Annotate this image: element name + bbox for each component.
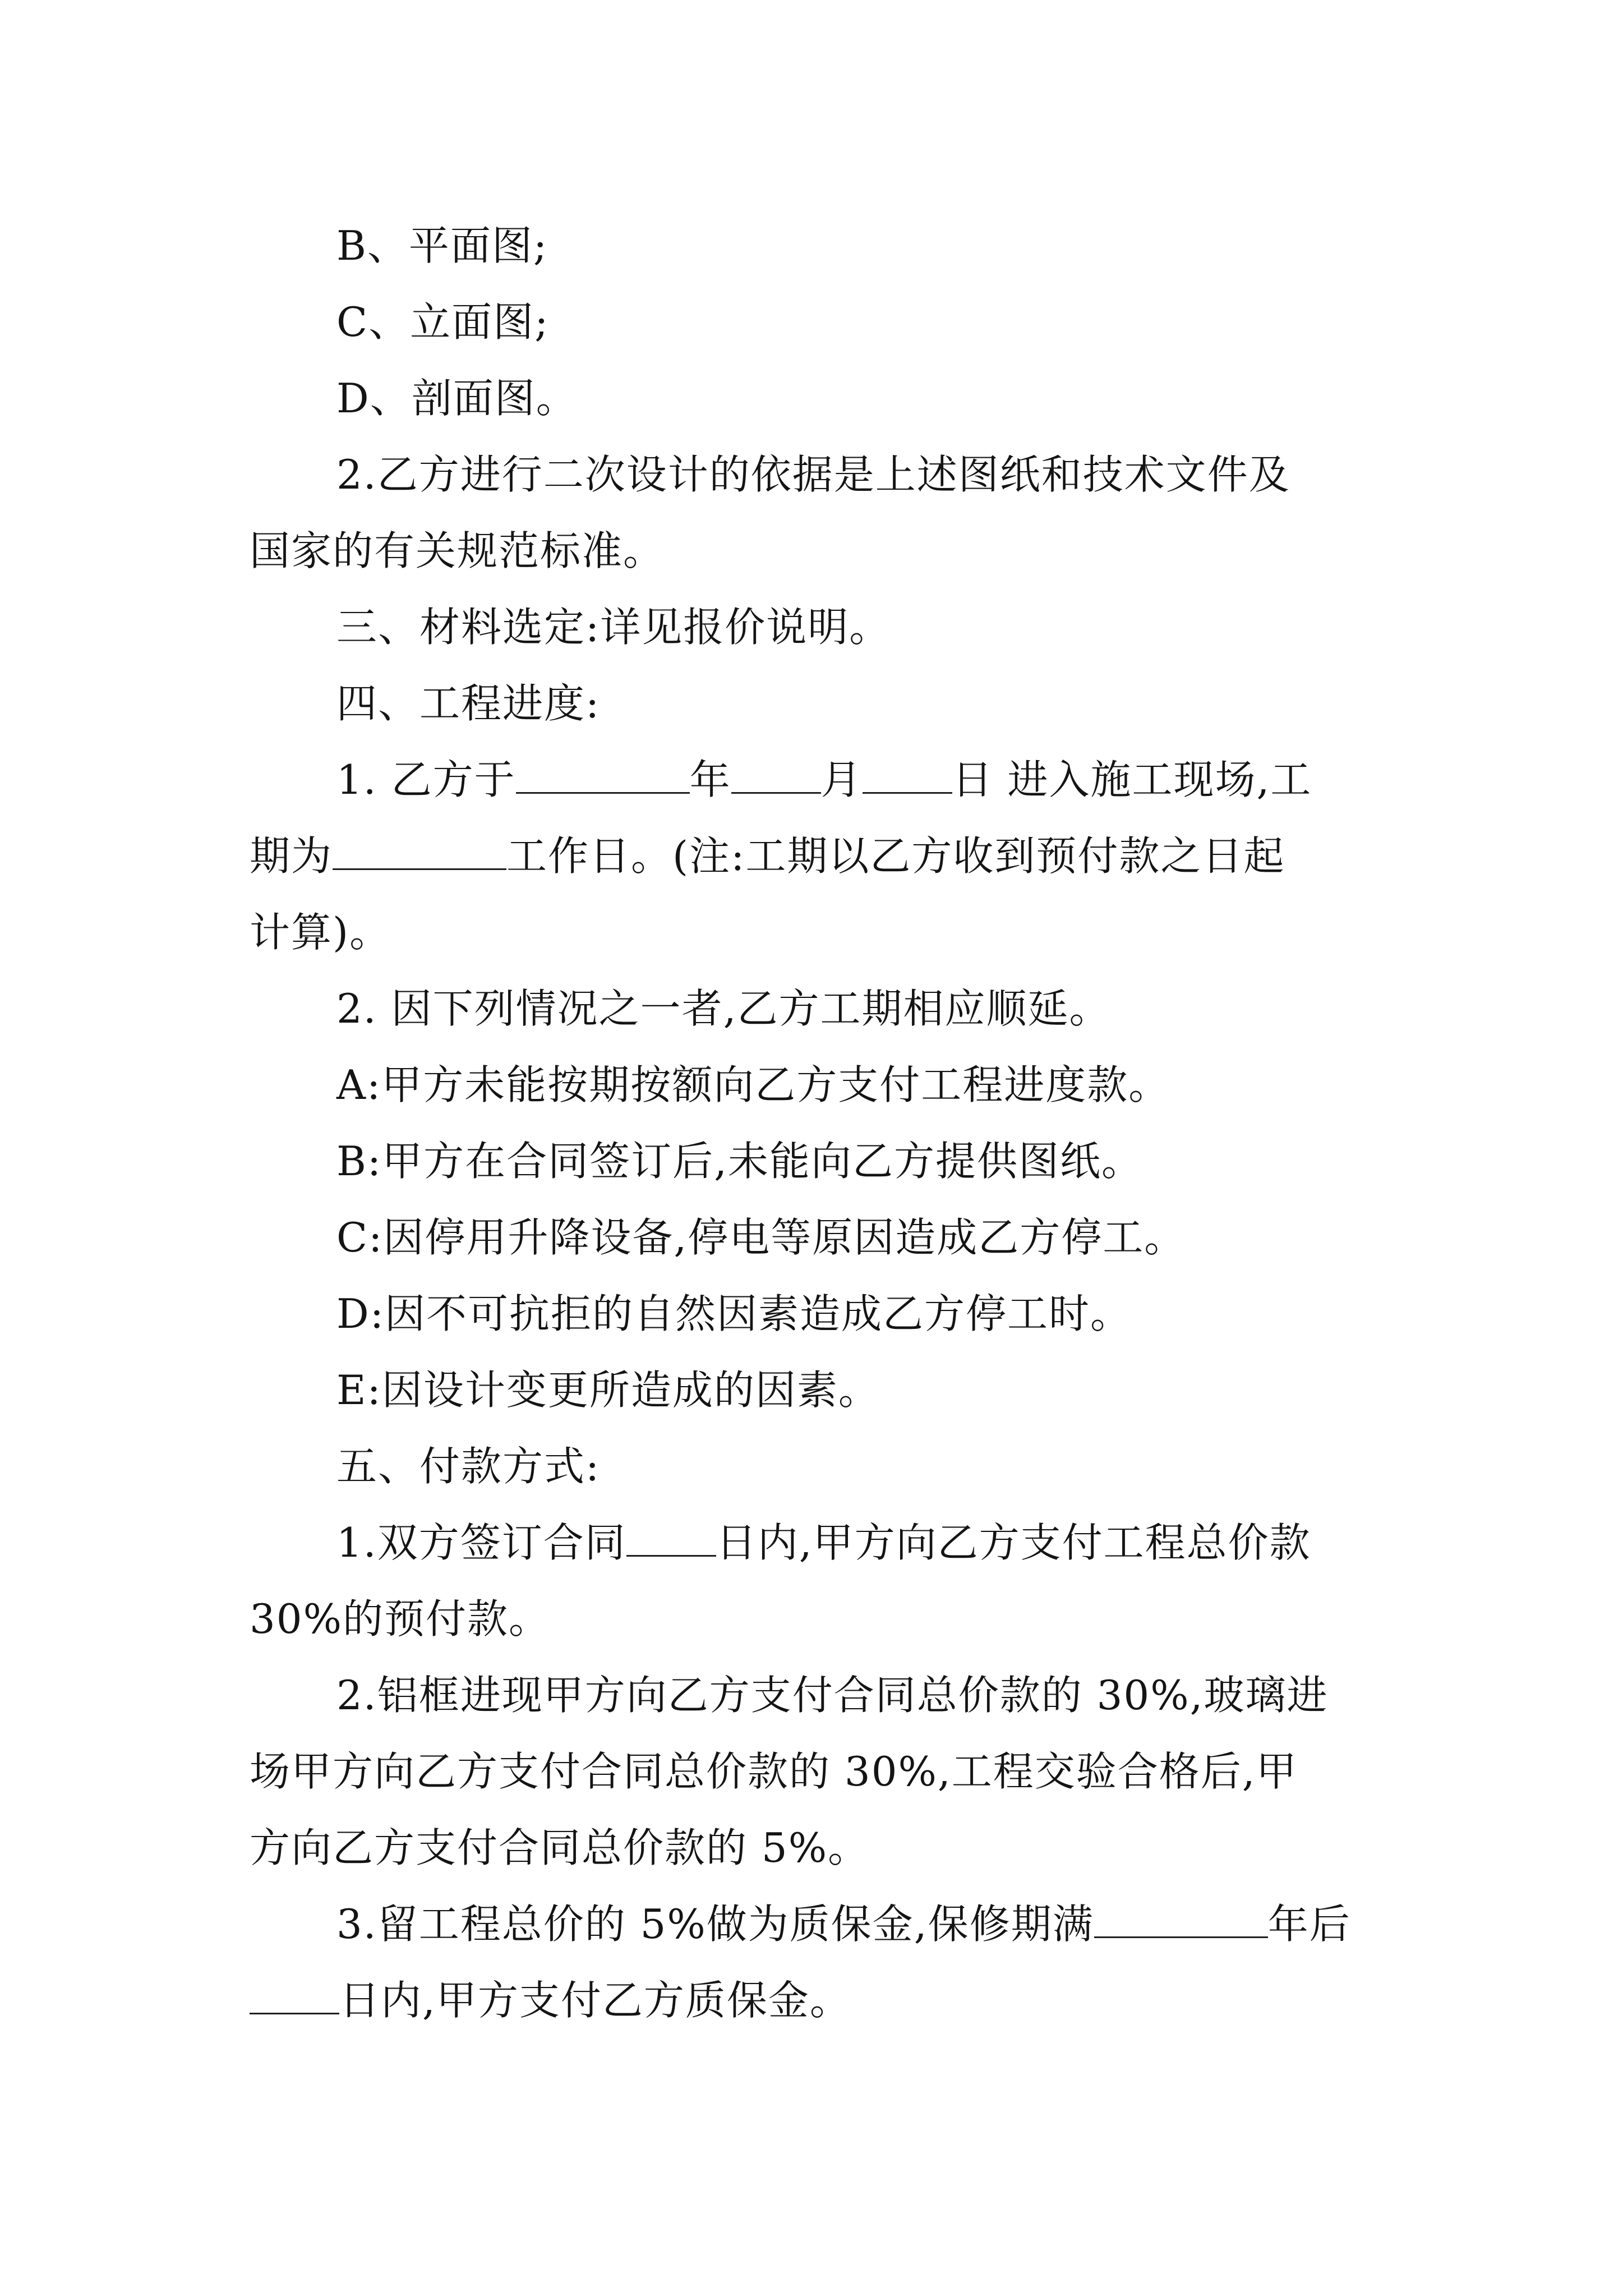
line-text: 五、付款方式: (336, 1443, 601, 1490)
line-text: C、立面图; (336, 298, 550, 346)
line-text: 月 (820, 756, 863, 803)
schedule-clause-1-line2 (0, 817, 1623, 895)
schedule-clause-2 (0, 970, 1623, 1047)
line-text: 1.双方签订合同 (336, 1519, 626, 1566)
line-text: E:因设计变更所造成的因素。 (336, 1366, 880, 1414)
fill-blank-month (731, 757, 821, 794)
line-text: 四、工程进度: (336, 680, 601, 727)
line-text: 年后 (1267, 1901, 1351, 1948)
line-text: 2.乙方进行二次设计的依据是上述图纸和技术文件及 (336, 451, 1290, 498)
line-text: 3.留工程总价的 5%做为质保金,保修期满 (336, 1901, 1094, 1948)
payment-clause-2-line2 (0, 1733, 1623, 1810)
line-text: 30%的预付款。 (250, 1595, 551, 1642)
payment-clause-2-line1 (0, 1657, 1623, 1734)
section-3-heading (0, 588, 1623, 666)
fill-blank-days (626, 1520, 716, 1557)
payment-clause-3-line2 (0, 1962, 1623, 2039)
delay-item-d (0, 1275, 1623, 1352)
delay-item-b (0, 1122, 1623, 1200)
line-text: 日 进入施工现场,工 (952, 756, 1312, 803)
line-text: A:甲方未能按期按额向乙方支付工程进度款。 (336, 1061, 1170, 1108)
item-d-section (0, 360, 1623, 437)
fill-blank-year (516, 757, 690, 794)
line-text: 国家的有关规范标准。 (250, 527, 665, 574)
line-text: 2. 因下列情况之一者,乙方工期相应顺延。 (336, 985, 1111, 1032)
delay-item-c (0, 1199, 1623, 1276)
fill-blank-warranty-years (1094, 1902, 1268, 1938)
line-text: 场甲方向乙方支付合同总价款的 30%,工程交验合格后,甲 (250, 1748, 1298, 1795)
line-text: B:甲方在合同签订后,未能向乙方提供图纸。 (336, 1138, 1144, 1185)
payment-clause-2-line3 (0, 1809, 1623, 1887)
schedule-clause-1-line1 (0, 741, 1623, 818)
schedule-clause-1-line3 (0, 894, 1623, 971)
payment-clause-1-line2 (0, 1580, 1623, 1658)
fill-blank-days (250, 1978, 339, 2014)
item-c-elevation (0, 283, 1623, 361)
line-text: 年 (689, 756, 731, 803)
line-text: D、剖面图。 (336, 375, 578, 422)
line-text: 方向乙方支付合同总价款的 5%。 (250, 1824, 870, 1871)
section-5-heading (0, 1428, 1623, 1505)
line-text: C:因停用升降设备,停电等原因造成乙方停工。 (336, 1214, 1186, 1261)
line-text: 1. 乙方于 (336, 756, 516, 803)
line-text: 日内,甲方向乙方支付工程总价款 (716, 1519, 1311, 1566)
item-b-plan (0, 207, 1623, 284)
fill-blank-day (863, 757, 952, 794)
payment-clause-3-line1 (0, 1885, 1623, 1963)
line-text: 计算)。 (250, 909, 391, 956)
line-text: B、平面图; (336, 222, 548, 269)
line-text: 工作日。(注:工期以乙方收到预付款之日起 (506, 832, 1285, 880)
line-text: 日内,甲方支付乙方质保金。 (339, 1977, 851, 2024)
fill-blank-workdays (333, 834, 506, 870)
section-4-heading (0, 665, 1623, 742)
line-text: 期为 (250, 832, 333, 880)
line-text: 三、材料选定:详见报价说明。 (336, 604, 891, 651)
line-text: D:因不可抗拒的自然因素造成乙方停工时。 (336, 1290, 1132, 1337)
clause-2-line1 (0, 436, 1623, 513)
clause-2-line2 (0, 512, 1623, 590)
line-text: 2.铝框进现甲方向乙方支付合同总价款的 30%,玻璃进 (336, 1672, 1329, 1719)
delay-item-e (0, 1351, 1623, 1429)
delay-item-a (0, 1046, 1623, 1124)
payment-clause-1-line1 (0, 1504, 1623, 1581)
